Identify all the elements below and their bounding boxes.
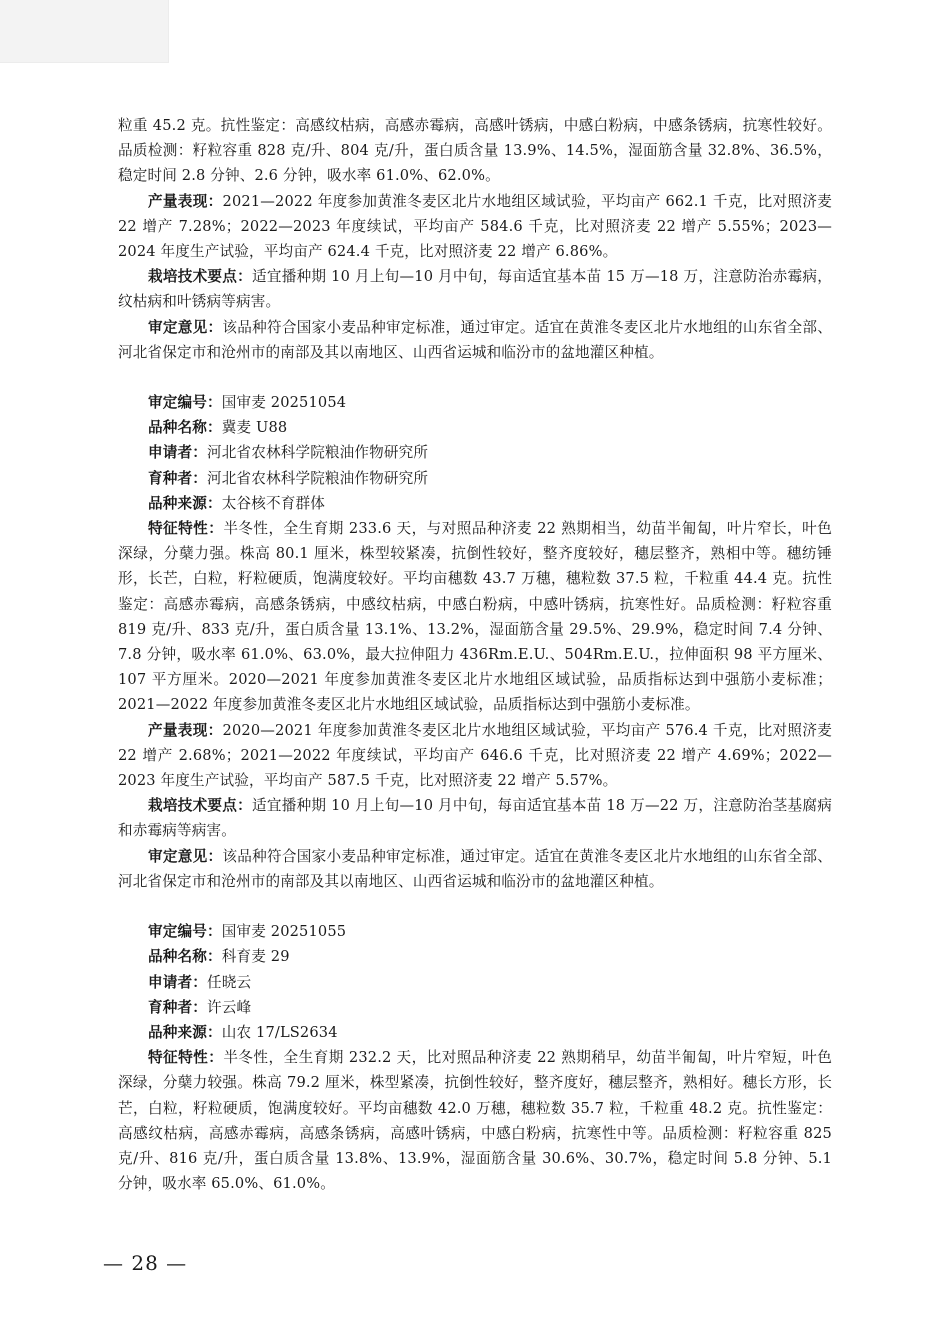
entry2-breeder: 育种者：许云峰	[148, 998, 252, 1016]
entry2-variety-name: 品种名称：科育麦 29	[148, 948, 290, 966]
previous-variety-yield: 产量表现：2021—2022 年度参加黄淮冬麦区北片水地组区域试验，平均亩产 662.1 千克，比对照济麦 22 增产 7.28%；2022—2023 年度续试，平均亩产 584.6 千克，比对照济麦 22 增产 5.55%；2023—2024 年度生产试验，平均亩产 624.4 千克，比对照济麦 22 增产 6.86%。	[118, 192, 832, 261]
section-gap	[118, 894, 832, 919]
entry1-cultivation: 栽培技术要点：适宜播种期 10 月上旬—10 月中旬，每亩适宜基本苗 18 万—22 万，注意防治茎基腐病和赤霉病等病害。	[118, 797, 832, 840]
entry1-opinion: 审定意见：该品种符合国家小麦品种审定标准，通过审定。适宜在黄淮冬麦区北片水地组的山东省全部、河北省保定市和沧州市的南部及其以南地区、山西省运城和临汾市的盆地灌区种植。	[118, 847, 832, 890]
previous-variety-opinion: 审定意见：该品种符合国家小麦品种审定标准，通过审定。适宜在黄淮冬麦区北片水地组的山东省全部、河北省保定市和沧州市的南部及其以南地区、山西省运城和临汾市的盆地灌区种植。	[118, 318, 832, 361]
section-gap	[118, 365, 832, 390]
entry2-traits: 特征特性：半冬性，全生育期 232.2 天，比对照品种济麦 22 熟期稍早，幼苗半匍匐，叶片窄短，叶色深绿，分蘖力较强。株高 79.2 厘米，株型紧凑，抗倒性较好，整齐度好，穗层整齐，熟相好。穗长方形，长芒，白粒，籽粒硬质，饱满度较好。平均亩穗数 42.0 万穗，穗粒数 35.7 粒，千粒重 48.2 克。抗性鉴定：高感纹枯病，高感赤霉病，高感条锈病，高感叶锈病，中感白粉病，抗寒性中等。品质检测：籽粒容重 825 克/升、816 克/升，蛋白质含量 13.8%、13.9%，湿面筋含量 30.6%、30.7%，稳定时间 5.8 分钟、5.1 分钟，吸水率 65.0%、61.0%。	[118, 1049, 832, 1193]
previous-variety-traits-tail: 粒重 45.2 克。抗性鉴定：高感纹枯病，高感赤霉病，高感叶锈病，中感白粉病，中感条锈病，抗寒性较好。品质检测：籽粒容重 828 克/升、804 克/升，蛋白质含量 13.9%、14.5%，湿面筋含量 32.8%、36.5%，稳定时间 2.8 分钟、2.6 分钟，吸水率 61.0%、62.0%。	[118, 117, 832, 185]
entry1-approval-code: 审定编号：国审麦 20251054	[148, 394, 347, 412]
entry1-variety-name: 品种名称：冀麦 U88	[148, 419, 288, 437]
entry2-applicant: 申请者：任晓云	[148, 973, 252, 991]
entry2-source: 品种来源：山农 17/LS2634	[148, 1023, 338, 1041]
document-body	[118, 113, 832, 1196]
entry1-traits: 特征特性：半冬性，全生育期 233.6 天，与对照品种济麦 22 熟期相当，幼苗半匍匐，叶片窄长，叶色深绿，分蘖力强。株高 80.1 厘米，株型较紧凑，抗倒性较好，整齐度较好，穗层整齐，熟相中等。穗纺锤形，长芒，白粒，籽粒硬质，饱满度较好。平均亩穗数 43.7 万穗，穗粒数 37.5 粒，千粒重 44.4 克。抗性鉴定：高感赤霉病，高感条锈病，中感纹枯病，中感白粉病，中感叶锈病，抗寒性好。品质检测：籽粒容重 819 克/升、833 克/升，蛋白质含量 13.1%、13.2%，湿面筋含量 29.5%、29.9%，稳定时间 7.4 分钟、7.8 分钟，吸水率 61.0%、63.0%，最大拉伸阻力 436Rm.E.U.、504Rm.E.U.，拉伸面积 98 平方厘米、107 平方厘米。2020—2021 年度参加黄淮冬麦区北片水地组区域试验，品质指标达到中强筋小麦标准；2021—2022 年度参加黄淮冬麦区北片水地组区域试验，品质指标达到中强筋小麦标准。	[118, 520, 832, 714]
entry1-yield: 产量表现：2020—2021 年度参加黄淮冬麦区北片水地组区域试验，平均亩产 576.4 千克，比对照济麦 22 增产 2.68%；2021—2022 年度续试，平均亩产 646.6 千克，比对照济麦 22 增产 4.69%；2022—2023 年度生产试验，平均亩产 587.5 千克，比对照济麦 22 增产 5.57%。	[118, 721, 832, 790]
entry1-breeder: 育种者：河北省农林科学院粮油作物研究所	[148, 469, 429, 487]
scan-corner-mark	[0, 0, 169, 63]
entry1-applicant: 申请者：河北省农林科学院粮油作物研究所	[148, 444, 429, 462]
entry1-source: 品种来源：太谷核不育群体	[148, 494, 325, 512]
page-number: — 28 —	[103, 1251, 188, 1275]
previous-variety-cultivation: 栽培技术要点：适宜播种期 10 月上旬—10 月中旬，每亩适宜基本苗 15 万—18 万，注意防治赤霉病，纹枯病和叶锈病等病害。	[118, 268, 832, 311]
entry2-approval-code: 审定编号：国审麦 20251055	[148, 923, 347, 941]
